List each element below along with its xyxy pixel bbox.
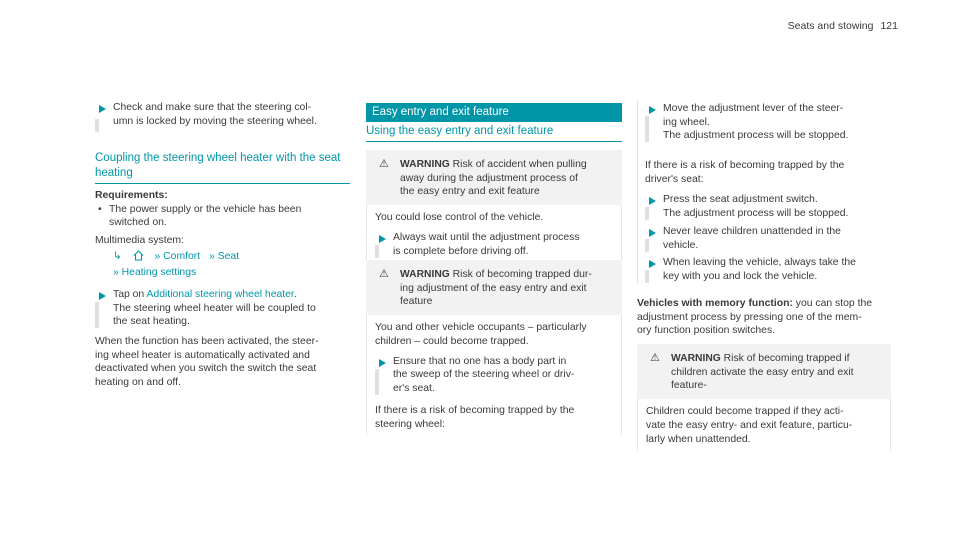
nav-path-1 [95,250,350,264]
warning-triangle-icon: ⚠ [379,158,389,170]
page-number: 121 [880,20,898,32]
step-never-leave: Never leave children unattended in the vehicle. [645,225,891,252]
paragraph-memory: Vehicles with memory function: you can stop the adjustment process by pressing one of the mem- ory function position switches. [637,298,873,337]
chevron-double-icon: » [154,250,161,262]
step-tap-heater: Tap on Additional steering wheel heater. The steering wheel heater will be coupled to the seat heating. [95,288,350,329]
paragraph-driver-seat: If there is a risk of becoming trapped by the driver's seat: [645,160,845,185]
nav-comfort[interactable]: Comfort [163,250,201,262]
nav-seat[interactable]: Seat [217,250,240,262]
requirements: Requirements: • The power supply or the vehicle has been switched on. Multimedia system: ↳ » Comfort » Seat » Heating settings [95,189,350,279]
warning-triangle-icon: ⚠ [650,352,660,364]
step-press-switch: Press the seat adjustment switch. The adjustment process will be stopped. [645,193,891,220]
warning-trapped: ⚠ WARNING Risk of becoming trapped dur- ing adjustment of the easy entry and exit feature You and other vehicle occupants – particularly children – could become trapped. Ensure that no one has a body part in the sweep of the steering wheel or driv- er's seat. If there is a risk of becoming trapped by the steering wheel: [366,260,622,435]
section-box-title: Easy entry and exit feature [366,103,622,122]
nav-path-2 [95,266,350,280]
sub-title: Using the easy entry and exit feature [366,124,622,142]
step-move-lever: Move the adjustment lever of the steer- ing wheel. The adjustment process will be stopped. [645,102,891,143]
chevron-double-icon: » [113,266,119,278]
page-header [788,20,898,34]
home-icon [133,250,144,260]
header-section: Seats and stowing [787,20,874,32]
paragraph-activation: When the function has been activated, the steer- ing wheel heater is automatically activated and deactivated when you switch the switch the seat heating on and off. [95,336,319,389]
section-coupling [95,151,350,184]
additional-heater-link[interactable]: Additional steering wheel heater [146,289,294,300]
step-check-column: Check and make sure that the steering col- umn is locked by moving the steering wheel. [95,101,350,128]
nav-heating-settings[interactable]: Heating settings [121,266,197,278]
warning-triangle-icon: ⚠ [379,268,389,280]
warning-accident: ⚠ WARNING Risk of accident when pulling away during the adjustment process of the easy entry and exit feature You could lose control of the vehicle. Always wait until the adjustment process is complete before driving off. [366,150,622,267]
chevron-double-icon: » [209,250,215,262]
warning-children: ⚠ WARNING Risk of becoming trapped if children activate the easy entry and exit feature- Children could become trapped if they acti- vate the easy entry- and exit feature, particu- larly when unattended. [637,344,891,450]
arrow-return-icon: ↳ [113,250,122,262]
step-leaving-vehicle: When leaving the vehicle, always take the key with you and lock the vehicle. [645,256,891,283]
requirement-item: • The power supply or the vehicle has been switched on. [95,203,350,230]
section-title: Coupling the steering wheel heater with the seat heating [95,152,341,180]
